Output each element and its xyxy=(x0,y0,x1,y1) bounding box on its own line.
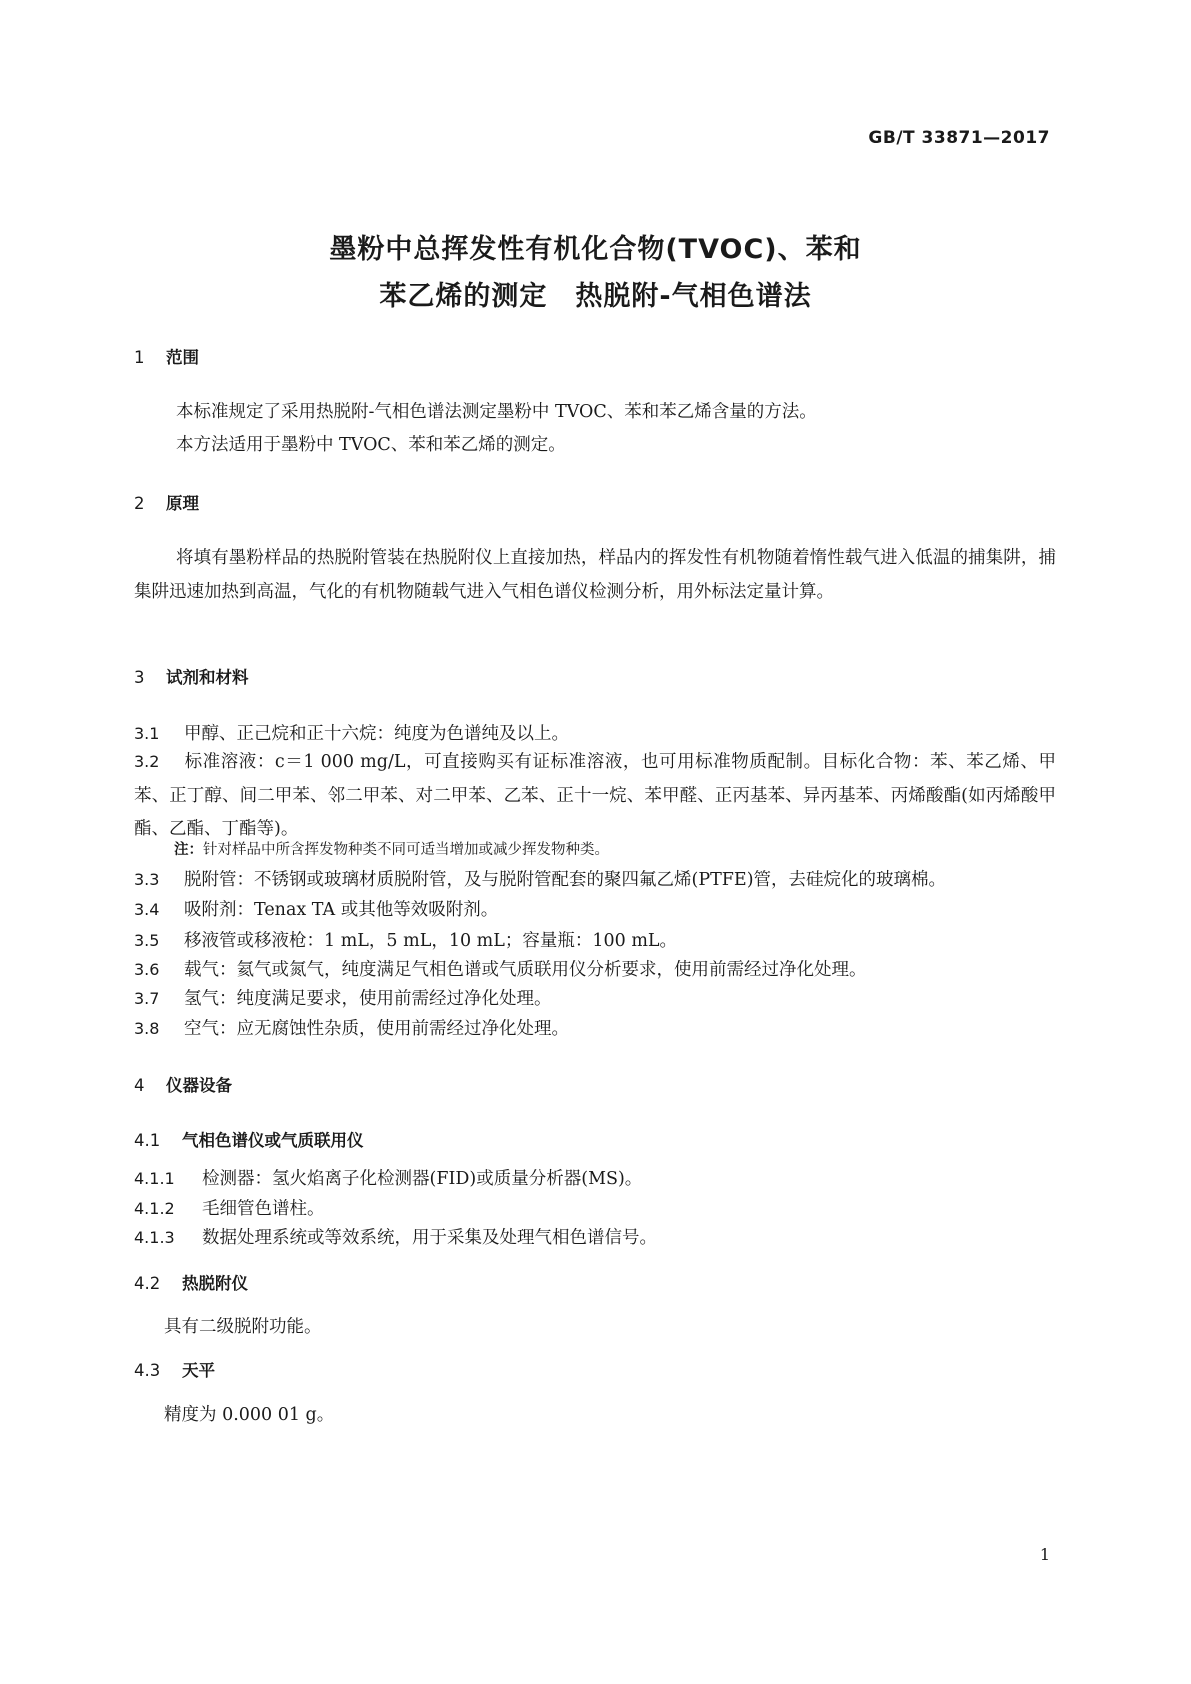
section-1-paragraph-1: 本标准规定了采用热脱附-气相色谱法测定墨粉中 TVOC、苯和苯乙烯含量的方法。 xyxy=(176,402,817,422)
section-title: 范围 xyxy=(166,348,199,367)
clause-4-1-3: 4.1.3 数据处理系统或等效系统，用于采集及处理气相色谱信号。 xyxy=(134,1228,657,1248)
section-2-paragraph: 将填有墨粉样品的热脱附管装在热脱附仪上直接加热，样品内的挥发性有机物随着惰性载气进入低温的捕集阱，捕集阱迅速加热到高温，气化的有机物随载气进入气相色谱仪检测分析，用外标法定量计算。 xyxy=(134,548,1056,602)
section-3-heading xyxy=(134,664,249,688)
section-4-heading xyxy=(134,1072,232,1096)
clause-3-1: 3.1 甲醇、正己烷和正十六烷：纯度为色谱纯及以上。 xyxy=(134,724,569,744)
subsection-4-1-heading: 4.1 气相色谱仪或气质联用仪 xyxy=(134,1131,364,1150)
title-line-2: 苯乙烯的测定 热脱附-气相色谱法 xyxy=(379,281,812,312)
clause-3-6: 3.6 载气：氦气或氮气，纯度满足气相色谱或气质联用仪分析要求，使用前需经过净化处理。 xyxy=(134,960,867,980)
clause-3-8: 3.8 空气：应无腐蚀性杂质，使用前需经过净化处理。 xyxy=(134,1019,569,1039)
clause-3-3: 3.3 脱附管：不锈钢或玻璃材质脱附管，及与脱附管配套的聚四氟乙烯(PTFE)管，去硅烷化的玻璃棉。 xyxy=(134,870,947,890)
page-number: 1 xyxy=(1039,1545,1050,1564)
subsection-4-3-text: 精度为 0.000 01 g。 xyxy=(164,1405,335,1425)
standard-number-header: GB/T 33871—2017 xyxy=(868,128,1050,148)
clause-3-2: 3.2 标准溶液：c＝1 000 mg/L，可直接购买有证标准溶液，也可用标准物质配制。目标化合物：苯、苯乙烯、甲苯、正丁醇、间二甲苯、邻二甲苯、对二甲苯、乙苯、正十一烷、苯甲醛、正丙基苯、异丙基苯、丙烯酸酯(如丙烯酸甲酯、乙酯、丁酯等)。 xyxy=(134,752,1056,839)
note-3-2: 注：针对样品中所含挥发物种类不同可适当增加或减少挥发物种类。 xyxy=(174,842,609,858)
clause-4-1-2: 4.1.2 毛细管色谱柱。 xyxy=(134,1199,325,1219)
subsection-4-3-heading: 4.3 天平 xyxy=(134,1361,215,1380)
section-2-heading xyxy=(134,490,199,514)
section-number: 1 xyxy=(134,348,145,367)
section-1-heading xyxy=(134,344,199,368)
clause-3-7: 3.7 氢气：纯度满足要求，使用前需经过净化处理。 xyxy=(134,989,552,1009)
section-number: 4 xyxy=(134,1076,145,1095)
section-title: 仪器设备 xyxy=(166,1076,232,1095)
clause-3-5: 3.5 移液管或移液枪：1 mL，5 mL，10 mL；容量瓶：100 mL。 xyxy=(134,931,678,951)
clause-3-4: 3.4 吸附剂：Tenax TA 或其他等效吸附剂。 xyxy=(134,900,499,920)
section-number: 3 xyxy=(134,668,145,687)
section-title: 原理 xyxy=(166,494,199,513)
title-line-1: 墨粉中总挥发性有机化合物(TVOC)、苯和 xyxy=(329,234,862,265)
subsection-4-2-text: 具有二级脱附功能。 xyxy=(164,1317,322,1337)
section-number: 2 xyxy=(134,494,145,513)
subsection-4-2-heading: 4.2 热脱附仪 xyxy=(134,1274,248,1293)
section-1-paragraph-2: 本方法适用于墨粉中 TVOC、苯和苯乙烯的测定。 xyxy=(176,435,566,455)
section-title: 试剂和材料 xyxy=(166,668,249,687)
clause-4-1-1: 4.1.1 检测器：氢火焰离子化检测器(FID)或质量分析器(MS)。 xyxy=(134,1169,643,1189)
document-title xyxy=(0,226,1191,320)
